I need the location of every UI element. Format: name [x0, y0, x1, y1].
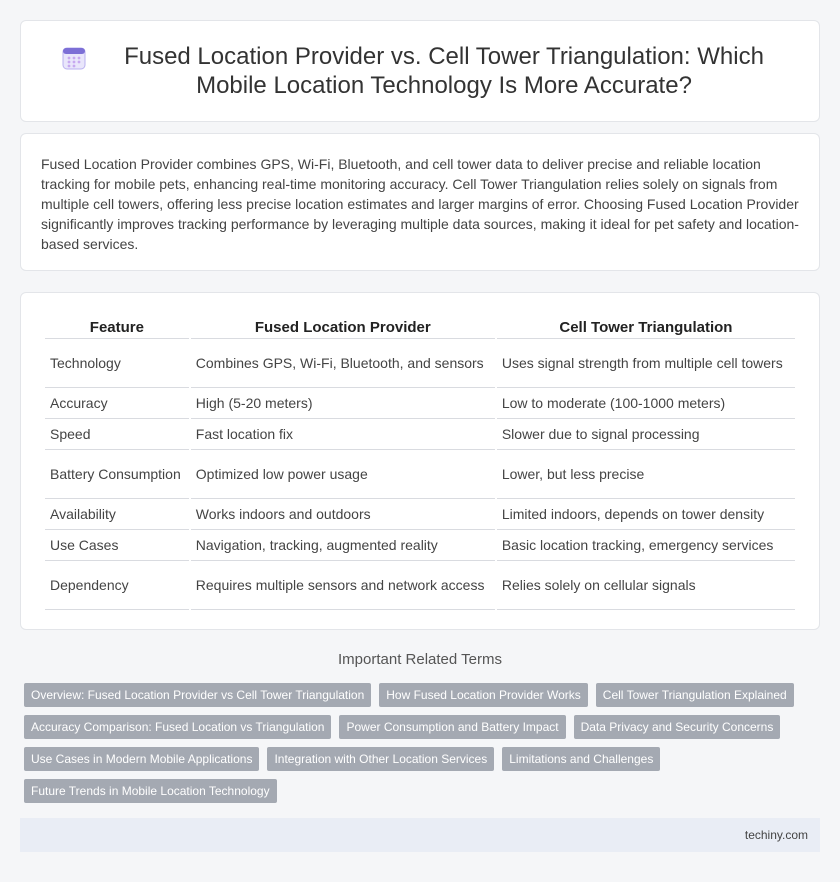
- feature-cell: Speed: [45, 419, 189, 450]
- table-row: [45, 450, 795, 499]
- title-card: [20, 20, 820, 122]
- cell-tower-cell: Low to moderate (100-1000 meters): [497, 388, 795, 419]
- related-term-tag[interactable]: Future Trends in Mobile Location Technology: [24, 779, 277, 803]
- column-header-fused: Fused Location Provider: [191, 315, 495, 339]
- column-header-feature: Feature: [45, 315, 189, 339]
- comparison-table-card: [20, 292, 820, 630]
- page-title: Fused Location Provider vs. Cell Tower Triangulation: Which Mobile Location Technology Is More Accurate?: [124, 43, 764, 99]
- feature-cell: Dependency: [45, 561, 189, 610]
- cell-tower-cell: Relies solely on cellular signals: [497, 561, 795, 610]
- related-term-tag[interactable]: Cell Tower Triangulation Explained: [596, 683, 794, 707]
- related-terms-heading: Important Related Terms: [338, 651, 502, 668]
- feature-cell: Technology: [45, 339, 189, 388]
- feature-cell: Use Cases: [45, 530, 189, 561]
- related-term-tag[interactable]: Integration with Other Location Services: [267, 747, 494, 771]
- fused-cell: Optimized low power usage: [191, 450, 495, 499]
- comparison-table: [43, 315, 797, 610]
- cell-tower-cell: Basic location tracking, emergency services: [497, 530, 795, 561]
- feature-cell: Accuracy: [45, 388, 189, 419]
- table-header-row: [45, 315, 795, 339]
- table-row: [45, 339, 795, 388]
- table-row: [45, 561, 795, 610]
- cell-tower-cell: Limited indoors, depends on tower density: [497, 499, 795, 530]
- fused-cell: Fast location fix: [191, 419, 495, 450]
- fused-cell: Combines GPS, Wi-Fi, Bluetooth, and sensors: [191, 339, 495, 388]
- table-row: [45, 499, 795, 530]
- intro-card: [20, 133, 820, 271]
- table-row: [45, 530, 795, 561]
- footer: [20, 818, 820, 852]
- related-term-tag[interactable]: How Fused Location Provider Works: [379, 683, 588, 707]
- fused-cell: High (5-20 meters): [191, 388, 495, 419]
- cell-tower-cell: Slower due to signal processing: [497, 419, 795, 450]
- intro-paragraph: Fused Location Provider combines GPS, Wi-Fi, Bluetooth, and cell tower data to deliver precise and reliable location tracking for mobile pets, enhancing real-time monitoring accuracy. Cell Tower Triangulation relies solely on signals from multiple cell towers, offering less precise location estimates and larger margins of error. Choosing Fused Location Provider significantly improves tracking performance by leveraging multiple data sources, making it ideal for pet safety and location-based services.: [41, 156, 799, 252]
- site-name[interactable]: techiny.com: [744, 828, 808, 842]
- fused-cell: Navigation, tracking, augmented reality: [191, 530, 495, 561]
- related-term-tag[interactable]: Data Privacy and Security Concerns: [574, 715, 781, 739]
- related-term-tag[interactable]: Use Cases in Modern Mobile Applications: [24, 747, 259, 771]
- related-term-tag[interactable]: Limitations and Challenges: [502, 747, 660, 771]
- related-terms-list: [24, 683, 804, 811]
- table-row: [45, 388, 795, 419]
- calendar-icon: [61, 45, 87, 71]
- table-row: [45, 419, 795, 450]
- column-header-cell-tower: Cell Tower Triangulation: [497, 315, 795, 339]
- cell-tower-cell: Lower, but less precise: [497, 450, 795, 499]
- feature-cell: Battery Consumption: [45, 450, 189, 499]
- cell-tower-cell: Uses signal strength from multiple cell towers: [497, 339, 795, 388]
- fused-cell: Requires multiple sensors and network access: [191, 561, 495, 610]
- related-term-tag[interactable]: Accuracy Comparison: Fused Location vs Triangulation: [24, 715, 331, 739]
- related-term-tag[interactable]: Power Consumption and Battery Impact: [339, 715, 565, 739]
- related-term-tag[interactable]: Overview: Fused Location Provider vs Cell Tower Triangulation: [24, 683, 371, 707]
- feature-cell: Availability: [45, 499, 189, 530]
- fused-cell: Works indoors and outdoors: [191, 499, 495, 530]
